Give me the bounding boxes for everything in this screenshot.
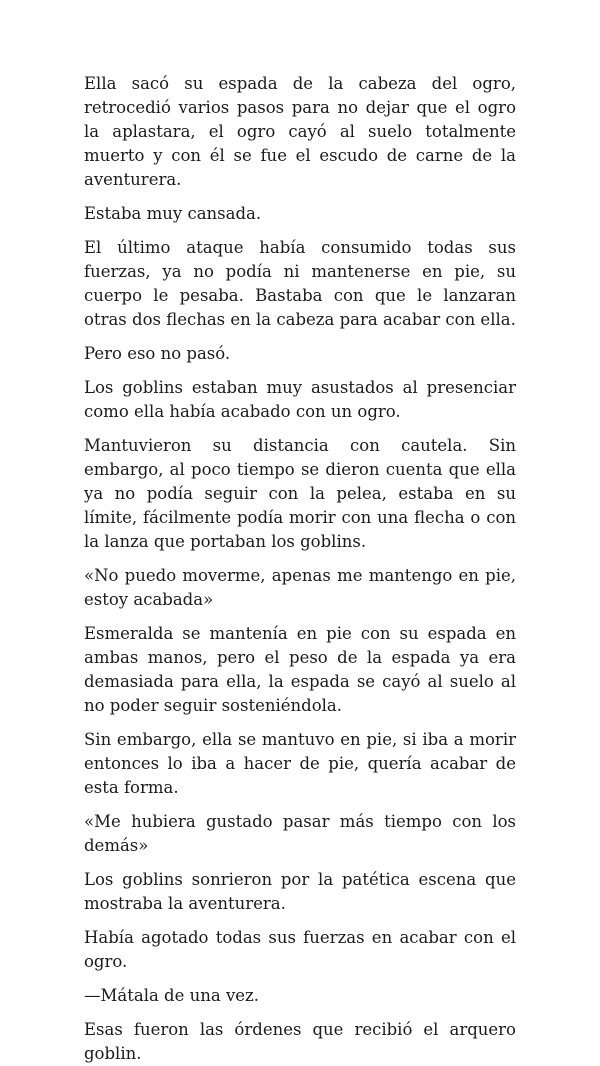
paragraph-13: —Mátala de una vez. [84,986,259,1005]
paragraph-3: El último ataque había consumido todas sus fuerzas, ya no podía ni mantenerse en pie, su cuerpo le pesaba. Bastaba con que le lanzaran otras dos flechas en la cabeza para acabar con ella. [84,238,516,329]
paragraph-6: Mantuvieron su distancia con cautela. Sin embargo, al poco tiempo se dieron cuenta que ella ya no podía seguir con la pelea, estaba en su límite, fácilmente podía morir con una flecha o con la lanza que portaban los goblins. [84,436,516,551]
paragraph-14: Esas fueron las órdenes que recibió el arquero goblin. [84,1020,516,1063]
paragraph-7: «No puedo moverme, apenas me mantengo en pie, estoy acabada» [84,566,516,609]
paragraph-4: Pero eso no pasó. [84,344,231,363]
paragraph-5: Los goblins estaban muy asustados al presenciar como ella había acabado con un ogro. [84,378,516,421]
paragraph-2: Estaba muy cansada. [84,204,262,223]
paragraph-9: Sin embargo, ella se mantuvo en pie, si iba a morir entonces lo iba a hacer de pie, quería acabar de esta forma. [84,730,516,797]
body-text [84,72,516,1066]
paragraph-1: Ella sacó su espada de la cabeza del ogro, retrocedió varios pasos para no dejar que el ogro la aplastara, el ogro cayó al suelo totalmente muerto y con él se fue el escudo de carne de la aventurera. [84,74,516,189]
paragraph-10: «Me hubiera gustado pasar más tiempo con los demás» [84,812,516,855]
paragraph-11: Los goblins sonrieron por la patética escena que mostraba la aventurera. [84,870,516,913]
paragraph-8: Esmeralda se mantenía en pie con su espada en ambas manos, pero el peso de la espada ya era demasiada para ella, la espada se cayó al suelo al no poder seguir sosteniéndola. [84,624,516,715]
paragraph-12: Había agotado todas sus fuerzas en acabar con el ogro. [84,928,516,971]
